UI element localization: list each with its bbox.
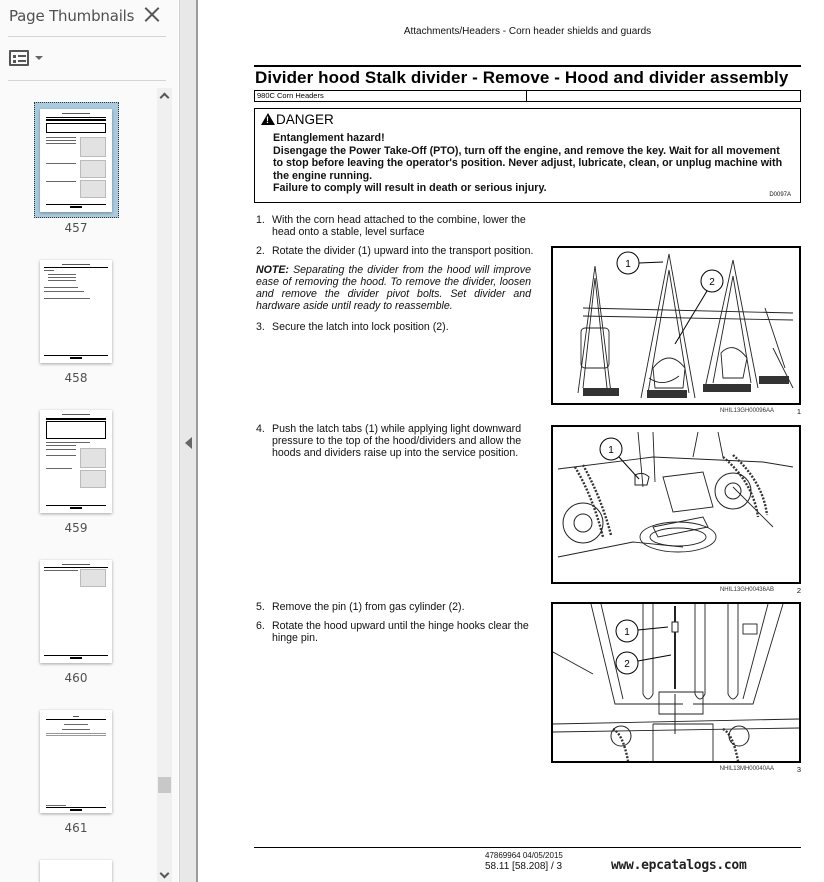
callout-label: 2 bbox=[624, 659, 630, 670]
page-thumbnails-panel bbox=[0, 0, 178, 882]
step-text: Rotate the divider (1) upward into the transport position. bbox=[272, 245, 534, 257]
step-text: Secure the latch into lock position (2). bbox=[272, 321, 449, 333]
model-name: 980C Corn Headers bbox=[255, 91, 527, 101]
scroll-up-icon[interactable] bbox=[157, 88, 172, 102]
step-item bbox=[256, 321, 531, 333]
step-number: 3. bbox=[256, 321, 265, 333]
callout-label: 1 bbox=[624, 627, 630, 638]
chevron-down-icon bbox=[35, 56, 43, 60]
model-table bbox=[254, 90, 801, 102]
step-item bbox=[256, 423, 531, 459]
note bbox=[256, 264, 531, 312]
figure-id: NHIL13MH00040AA bbox=[719, 766, 774, 772]
step-item bbox=[256, 620, 531, 644]
note-text: Separating the divider from the hood will improve ease of removing the hood. To remove the divider, loosen and remove the divider pivot bolts. Set divider and hardware aside until ready to reassemble. bbox=[256, 264, 531, 312]
footer-doc-number: 47869964 04/05/2015 bbox=[485, 851, 563, 860]
footer-page-reference: 58.11 [58.208] / 3 bbox=[485, 861, 563, 872]
thumbnail-page-number: 458 bbox=[64, 371, 88, 385]
thumbnail-page-457[interactable] bbox=[40, 109, 112, 212]
figure-number: 1 bbox=[796, 407, 801, 416]
step-number: 1. bbox=[256, 214, 265, 226]
watermark: www.epcatalogs.com bbox=[611, 858, 747, 873]
list-icon bbox=[9, 50, 29, 66]
danger-line: the engine running. bbox=[273, 169, 373, 182]
callout-label: 2 bbox=[709, 277, 715, 288]
document-page bbox=[199, 0, 824, 882]
step-number: 2. bbox=[256, 245, 265, 257]
step-text: Rotate the hood upward until the hinge hooks clear the hinge pin. bbox=[272, 620, 529, 644]
step-text: Push the latch tabs (1) while applying light downward pressure to the top of the hood/dividers and allow the hoods and dividers raise up into the service position. bbox=[272, 423, 522, 459]
danger-line: to stop before leaving the operator's position. Never adjust, lubricate, clean, or unplug machine with bbox=[273, 157, 783, 169]
thumbnail-page-458[interactable] bbox=[40, 260, 112, 363]
danger-heading-row bbox=[261, 112, 334, 127]
running-header: Attachments/Headers - Corn header shields and guards bbox=[403, 26, 652, 37]
step-number: 5. bbox=[256, 601, 265, 613]
step-text: With the corn head attached to the combine, lower the head onto a stable, level surface bbox=[272, 214, 526, 238]
warning-triangle-icon bbox=[261, 113, 275, 125]
figure-2-illustration bbox=[553, 427, 799, 582]
thumbnail-page-number: 461 bbox=[64, 821, 88, 835]
danger-line: Entanglement hazard! bbox=[273, 132, 385, 144]
scrollbar-thumb[interactable] bbox=[158, 777, 171, 793]
footer-rule bbox=[254, 847, 801, 848]
panel-splitter[interactable] bbox=[179, 0, 198, 882]
danger-heading: DANGER bbox=[276, 112, 334, 127]
callout-label: 1 bbox=[625, 259, 631, 270]
danger-text bbox=[273, 132, 798, 195]
step-text: Remove the pin (1) from gas cylinder (2). bbox=[272, 601, 465, 613]
panel-title: Page Thumbnails bbox=[9, 7, 135, 25]
thumbnail-options-button[interactable] bbox=[8, 49, 44, 69]
danger-line: Disengage the Power Take-Off (PTO), turn off the engine, and remove the key. Wait for all movement bbox=[273, 144, 780, 157]
note-label: NOTE: bbox=[256, 264, 289, 276]
figure-id: NHIL13GH00436AB bbox=[719, 587, 774, 593]
thumbnail-page-next[interactable] bbox=[40, 860, 112, 882]
figure-1-illustration bbox=[553, 248, 799, 403]
title-rule bbox=[254, 65, 801, 67]
step-number: 6. bbox=[256, 620, 265, 632]
thumbnail-page-460[interactable] bbox=[40, 560, 112, 663]
collapse-panel-icon[interactable] bbox=[185, 437, 192, 449]
danger-code: D0097A bbox=[769, 192, 791, 198]
divider bbox=[8, 80, 166, 81]
figure-2 bbox=[551, 425, 801, 584]
thumbnails-scrollbar[interactable] bbox=[157, 88, 172, 882]
thumbnail-page-459[interactable] bbox=[40, 410, 112, 513]
danger-line: Failure to comply will result in death or serious injury. bbox=[273, 182, 547, 194]
step-item bbox=[256, 601, 531, 613]
step-number: 4. bbox=[256, 423, 265, 435]
close-icon[interactable] bbox=[144, 6, 160, 22]
thumbnail-page-461[interactable] bbox=[40, 710, 112, 813]
thumbnail-page-number: 459 bbox=[64, 521, 88, 535]
figure-id: NHIL13GH00096AA bbox=[719, 408, 774, 414]
thumbnail-page-number: 457 bbox=[64, 221, 88, 235]
step-item bbox=[256, 214, 531, 238]
page-title: Divider hood Stalk divider - Remove - Hood and divider assembly bbox=[255, 68, 789, 87]
figure-number: 3 bbox=[796, 765, 801, 774]
figure-number: 2 bbox=[796, 586, 801, 595]
step-item bbox=[256, 245, 534, 257]
figure-1 bbox=[551, 246, 801, 405]
figure-3-illustration bbox=[553, 604, 799, 761]
scroll-down-icon[interactable] bbox=[157, 868, 172, 882]
callout-label: 1 bbox=[608, 445, 614, 456]
thumbnail-page-number: 460 bbox=[64, 671, 88, 685]
danger-notice bbox=[254, 108, 801, 203]
divider bbox=[8, 36, 166, 37]
figure-3 bbox=[551, 602, 801, 763]
